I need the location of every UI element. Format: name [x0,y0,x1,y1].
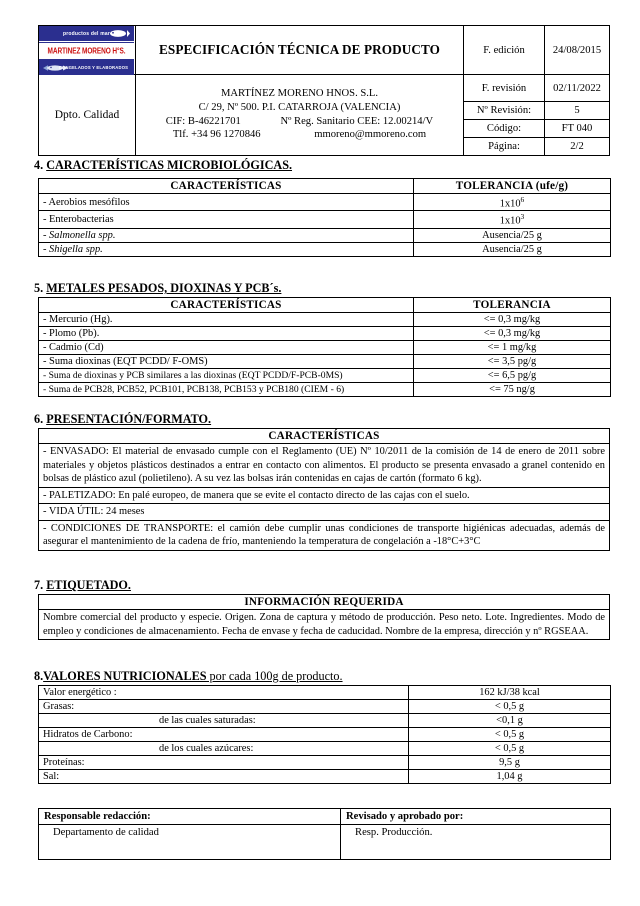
table-row [39,194,611,211]
labeling-paragraph: Nombre comercial del producto y especie. Origen. Zona de captura y método de producción. Peso neto. Lote. Ingredientes. Modo de empleo y condiciones de almacenamiento. Fecha de envase y fecha de caducidad. Nombre de la empresa, dirección y nº RGSEAA. [39,610,610,640]
row-name: - Shigella spp. [39,242,414,256]
section-8-heading [34,669,343,684]
signature-header-row [39,809,611,825]
section-7-number: 7. [34,578,47,592]
shelf-life-paragraph: - VIDA ÚTIL: 24 meses [39,504,610,521]
table-header-row [39,298,611,313]
row-value: <= 0,3 mg/kg [414,327,611,341]
section-8-number: 8. [34,669,44,683]
table-row [39,487,610,504]
company-address: C/ 29, Nº 500. P.I. CATARROJA (VALENCIA) [198,101,401,113]
nutrient-value: < 0,5 g [409,728,611,742]
row-name: - Aerobios mesófilos [39,194,414,211]
row-value-base: 1x10 [499,215,521,227]
section-4-heading [34,158,292,173]
approver-value: Resp. Producción. [341,825,611,860]
presentation-table [38,428,610,551]
nutrient-name: Grasas: [39,700,409,714]
company-logo [39,26,136,75]
transport-paragraph: - CONDICIONES DE TRANSPORTE: el camión debe cumplir unas condiciones de transporte higiénicas adecuadas, además de asegurar el mantenimiento de la cadena de frío, manteniendo la temperatura de congelación a -18°C+3°C [39,520,610,550]
signature-body-row [39,825,611,860]
table-row [39,700,611,714]
header-meta-label-0: F. edición [464,26,545,75]
nutrient-name: Hidratos de Carbono: [39,728,409,742]
table-row [39,228,611,242]
logo-band-top [39,26,134,42]
section-5-heading [34,281,281,296]
row-value-base: 1x10 [499,198,521,210]
row-value: <= 3,5 pg/g [414,355,611,369]
company-phone: Tlf. +34 96 1270846 [172,129,261,141]
row-value [414,211,611,228]
document-header [38,25,610,156]
section-7-heading [34,578,131,593]
logo-band-bottom [39,60,134,75]
row-name: - Enterobacterias [39,211,414,228]
row-value-exponent: 3 [520,212,525,222]
responsible-label: Responsable redacción: [39,809,341,825]
section-6-heading [34,412,211,427]
row-value: <= 6,5 pg/g [414,369,611,383]
header-meta-label-1: F. revisión [464,75,545,102]
row-value: <= 0,3 mg/kg [414,313,611,327]
col-header-tolerance: TOLERANCIA (ufe/g) [414,179,611,194]
table-row [39,520,610,550]
row-value: <= 75 ng/g [414,383,611,397]
nutrient-name: Sal: [39,770,409,784]
logo-brand-text: MARTINEZ MORENO H°S. [47,46,126,56]
table-row [39,610,610,640]
table-row [39,770,611,784]
row-name: - Cadmio (Cd) [39,341,414,355]
row-value: Ausencia/25 g [414,242,611,256]
row-name: - Salmonella spp. [39,228,414,242]
microbiological-table [38,178,611,257]
col-header-characteristics: CARACTERÍSTICAS [39,179,414,194]
nutrient-name: de las cuales saturadas: [39,714,409,728]
row-value: <= 1 mg/kg [414,341,611,355]
row-name: - Plomo (Pb). [39,327,414,341]
company-cif: CIF: B-46221701 [165,115,241,127]
table-row [39,444,610,488]
section-4-title: CARACTERÍSTICAS MICROBIOLÓGICAS. [46,158,293,172]
heavy-metals-table [38,297,611,397]
section-8-title-rest: por cada 100g de producto. [206,669,343,683]
nutrient-value: 9,5 g [409,756,611,770]
section-8-title: VALORES NUTRICIONALES [43,669,207,683]
department-label: Dpto. Calidad [39,75,136,156]
logo-band-middle [39,42,134,60]
table-row [39,714,611,728]
company-info [136,75,464,156]
header-meta-value-1: 02/11/2022 [545,75,610,102]
col-header-characteristics: CARACTERÍSTICAS [39,429,610,444]
company-email: mmoreno@mmoreno.com [314,129,427,141]
table-row [39,383,611,397]
nutrient-name: de los cuales azúcares: [39,742,409,756]
row-value-exponent: 6 [520,195,525,204]
row-name: - Suma de dioxinas y PCB similares a las dioxinas (EQT PCDD/F-PCB-0MS) [39,369,414,383]
header-meta-value-2: 5 [545,102,610,120]
table-header-row [39,179,611,194]
header-meta-value-4: 2/2 [545,138,610,156]
document-title: ESPECIFICACIÓN TÉCNICA DE PRODUCTO [136,26,464,75]
col-header-tolerance: TOLERANCIA [414,298,611,313]
row-value: Ausencia/25 g [414,228,611,242]
col-header-required-info: INFORMACIÓN REQUERIDA [39,595,610,610]
table-row [39,728,611,742]
table-row [39,242,611,256]
section-5-number: 5. [34,281,47,295]
table-header-row [39,595,610,610]
header-meta-label-4: Página: [464,138,545,156]
logo-top-text: productos del mar [62,30,111,37]
table-row [39,313,611,327]
nutrient-value: < 0,5 g [409,700,611,714]
nutrient-name: Proteínas: [39,756,409,770]
header-meta-value-3: FT 040 [545,120,610,138]
table-row [39,341,611,355]
header-meta-label-2: Nº Revisión: [464,102,545,120]
nutrient-value: 1,04 g [409,770,611,784]
table-row [39,504,610,521]
table-row [39,756,611,770]
section-7-title: ETIQUETADO. [46,578,131,592]
row-name: - Mercurio (Hg). [39,313,414,327]
row-name: - Suma de PCB28, PCB52, PCB101, PCB138, PCB153 y PCB180 (CIEM - 6) [39,383,414,397]
section-4-number: 4. [34,158,47,172]
company-health-reg: Nº Reg. Sanitario CEE: 12.00214/V [280,115,434,127]
responsible-value: Departamento de calidad [39,825,341,860]
section-6-title: PRESENTACIÓN/FORMATO. [46,412,212,426]
approver-label: Revisado y aprobado por: [341,809,611,825]
header-meta-label-3: Código: [464,120,545,138]
table-row [39,211,611,228]
section-5-title: METALES PESADOS, DIOXINAS Y PCB´s. [46,281,282,295]
nutrient-value: < 0,5 g [409,742,611,756]
table-row [39,686,611,700]
table-header-row [39,429,610,444]
palletizing-paragraph: - PALETIZADO: En palé europeo, de manera que se evite el contacto directo de las cajas con el suelo. [39,487,610,504]
nutrient-value: <0,1 g [409,714,611,728]
packaging-paragraph: - ENVASADO: El material de envasado cumple con el Reglamento (UE) Nº 10/2011 de la comisión de 14 de enero de 2011 sobre materiales y objetos plásticos destinados a entrar en contacto con alimentos. El producto se presenta envasado a granel contenido en bolsas de plástico azul (polietileno). A su vez las bolsas irán contenidas en cajas de cartón (formato 6 kg). [39,444,610,488]
nutrient-value: 162 kJ/38 kcal [409,686,611,700]
table-row [39,355,611,369]
signature-block [38,808,611,860]
row-name: - Suma dioxinas (EQT PCDD/ F-OMS) [39,355,414,369]
table-row [39,369,611,383]
col-header-characteristics: CARACTERÍSTICAS [39,298,414,313]
table-row [39,327,611,341]
company-name: MARTÍNEZ MORENO HNOS. S.L. [220,87,379,99]
row-value [414,194,611,211]
nutrition-table [38,685,611,784]
labeling-table [38,594,610,640]
nutrient-name: Valor energético : [39,686,409,700]
section-6-number: 6. [34,412,47,426]
table-row [39,742,611,756]
fish-icon [108,26,130,42]
header-meta-value-0: 24/08/2015 [545,26,610,75]
logo-bottom-text: CONGELADOS Y ELABORADOS [58,64,129,71]
